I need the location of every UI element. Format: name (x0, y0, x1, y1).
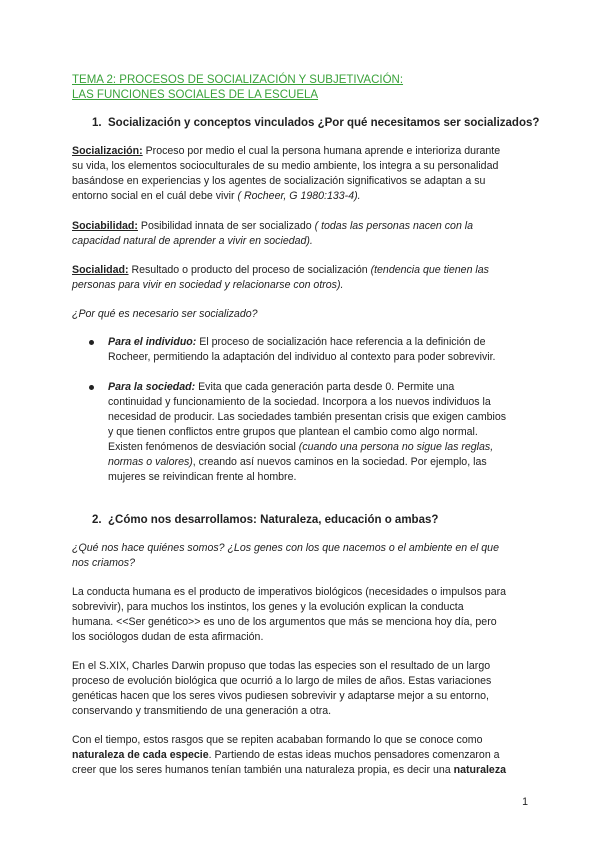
title-line-2: LAS FUNCIONES SOCIALES DE LA ESCUELA (72, 89, 319, 101)
text: genéticas hacen que los seres vivos pudiesen sobrevivir y adaptarse mejor a su entorno, (72, 690, 489, 702)
title-line-1: TEMA 2: PROCESOS DE SOCIALIZACIÓN Y SUBJETIVACIÓN: (72, 74, 404, 86)
text: conservando y transmitiendo de una generación a otra. (72, 705, 332, 717)
text: Rocheer, permitiendo la adaptación del individuo al contexto para poder sobrevivir. (108, 351, 496, 363)
section-2-number: 2. (92, 514, 102, 526)
socialidad-definition (72, 263, 528, 293)
paragraph-conducta (72, 585, 528, 645)
term-socialidad: Socialidad: (72, 264, 129, 276)
paragraph-darwin (72, 659, 528, 719)
text: basándose en experiencias y los agentes de socialización significativos se adaptan a su (72, 175, 486, 187)
text: los sociólogos dudan de esta afirmación. (72, 631, 264, 643)
text: su vida, los elementos socioculturales de su medio ambiente, los integra a su personalidad (72, 160, 499, 172)
text: sobrevivir), para muchos los instintos, los genes y la evolución explican la conducta (72, 601, 464, 613)
text: naturaleza (453, 764, 507, 776)
text: El proceso de socialización hace referencia a la definición de (196, 336, 486, 348)
section-2-heading (92, 514, 438, 526)
text: proceso de evolución biológica que ocurrió a lo largo de miles de años. Estas variaciones (72, 675, 492, 687)
text: Con el tiempo, estos rasgos que se repiten acababan formando lo que se conoce como (72, 734, 483, 746)
bullet-individuo (108, 335, 528, 365)
text: Proceso por medio el cual la persona humana aprende e interioriza durante (142, 145, 501, 157)
paragraph-naturaleza (72, 733, 528, 778)
text: , creando así nuevos caminos en la sociedad. Por ejemplo, las (192, 456, 487, 468)
question-1: ¿Por qué es necesario ser socializado? (72, 308, 258, 320)
text: . Partiendo de estas ideas muchos pensadores comenzaron a (208, 749, 500, 761)
text: Evita que cada generación parta desde 0. Permite una (195, 381, 455, 393)
sociabilidad-definition (72, 219, 528, 249)
text: entorno social en el cuál debe vivir (72, 190, 238, 202)
text: Resultado o producto del proceso de socialización (128, 264, 371, 276)
document-title (72, 73, 403, 103)
bullet-label: Para el individuo: (108, 336, 197, 348)
section-1-heading (92, 117, 539, 129)
text: ( todas las personas nacen con la (314, 220, 474, 232)
bullet-dot (89, 340, 94, 345)
text: humana. <<Ser genético>> es uno de los argumentos que más se menciona hoy día, pero (72, 616, 497, 628)
bullet-label: Para la sociedad: (108, 381, 196, 393)
term-sociabilidad: Sociabilidad: (72, 220, 138, 232)
text: La conducta humana es el producto de imperativos biológicos (necesidades o impulsos para (72, 586, 507, 598)
citation: ( Rocheer, G 1980:133-4). (237, 190, 361, 202)
socializacion-definition (72, 144, 528, 204)
text: Existen fenómenos de desviación social (108, 441, 299, 453)
bullet-sociedad (108, 380, 528, 485)
text: En el S.XIX, Charles Darwin propuso que todas las especies son el resultado de un largo (72, 660, 491, 672)
question-2 (72, 541, 528, 571)
text: mujeres se reivindican frente al hombre. (108, 471, 297, 483)
text: normas o valores) (108, 456, 193, 468)
text: y que tienen conflictos entre grupos que plantean el cambio como algo normal. (108, 426, 478, 438)
text: creer que los seres humanos tenían también una naturaleza propia, es decir una (72, 764, 454, 776)
bullet-dot (89, 385, 94, 390)
section-1-text: Socialización y conceptos vinculados ¿Por qué necesitamos ser socializados? (108, 117, 540, 129)
text: necesidad de producir. Las sociedades también presentan crisis que exigen cambios (108, 411, 507, 423)
text: capacidad natural de aprender a vivir en sociedad). (72, 235, 313, 247)
text: nos criamos? (72, 557, 135, 569)
text: personas para vivir en sociedad y relacionarse con otros). (72, 279, 344, 291)
text: continuidad y funcionamiento de la sociedad. Incorpora a los nuevos individuos la (108, 396, 491, 408)
text: (tendencia que tienen las (370, 264, 489, 276)
section-2-text: ¿Cómo nos desarrollamos: Naturaleza, educación o ambas? (108, 514, 439, 526)
text: naturaleza de cada especie (72, 749, 209, 761)
text: (cuando una persona no sigue las reglas, (298, 441, 494, 453)
page-number: 1 (522, 796, 528, 808)
text: ¿Qué nos hace quiénes somos? ¿Los genes con los que nacemos o el ambiente en el que (72, 542, 499, 554)
term-socializacion: Socialización: (72, 145, 143, 157)
text: Posibilidad innata de ser socializado (137, 220, 315, 232)
section-1-number: 1. (92, 117, 102, 129)
